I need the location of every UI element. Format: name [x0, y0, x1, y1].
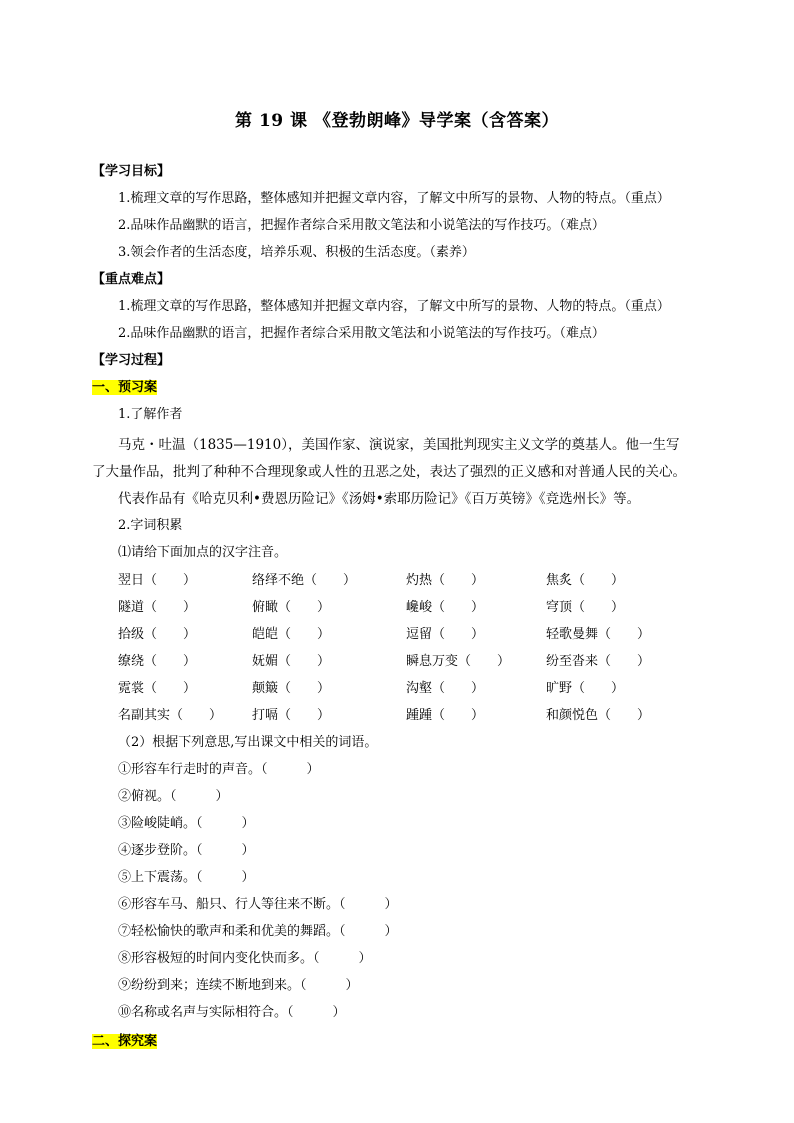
vocab-word: 纷至沓来（ ） — [546, 654, 651, 669]
vocab-word: 隧道（ ） — [118, 600, 197, 615]
key-heading: 【重点难点】 — [92, 272, 171, 287]
vocab-word: 缭绕（ ） — [118, 654, 197, 669]
vocab-word: 名副其实（ ） — [118, 708, 223, 723]
vocab-word: 和颜悦色（ ） — [546, 708, 651, 723]
vocab-word: 霓裳（ ） — [118, 681, 197, 696]
definition-item: ⑩名称或名声与实际相符合。（ ） — [118, 1005, 346, 1020]
vocab-question-1: ⑴请给下面加点的汉字注音。 — [118, 545, 288, 560]
vocab-word: 踵踵（ ） — [406, 708, 485, 723]
author-paragraph-line: 了大量作品，批判了种种不合理现象或人性的丑恶之处，表达了强烈的正义感和对普通人民的关心。 — [92, 464, 686, 480]
vocab-word: 皑皑（ ） — [252, 627, 331, 642]
definition-item: ①形容车行走时的声音。（ ） — [118, 762, 320, 777]
definition-item: ④逐步登阶。（ ） — [118, 843, 255, 858]
vocab-question-2: （2）根据下列意思,写出课文中相关的词语。 — [118, 735, 378, 750]
vocab-word: 轻歌曼舞（ ） — [546, 627, 651, 642]
vocab-word: 络绎不绝（ ） — [252, 573, 357, 588]
vocab-word: 妩媚（ ） — [252, 654, 331, 669]
vocab-word: 旷野（ ） — [546, 681, 625, 696]
goals-heading: 【学习目标】 — [92, 164, 171, 179]
key-item: 2.品味作品幽默的语言，把握作者综合采用散文笔法和小说笔法的写作技巧。（难点） — [118, 326, 605, 341]
vocab-word: 穹顶（ ） — [546, 600, 625, 615]
vocab-word: 焦炙（ ） — [546, 573, 625, 588]
definition-item: ②俯视。（ ） — [118, 789, 229, 804]
section-heading-preview: 一、预习案 — [92, 380, 158, 395]
vocab-word: 灼热（ ） — [406, 573, 485, 588]
definition-item: ⑧形容极短的时间内变化快而多。（ ） — [118, 951, 372, 966]
vocab-word: 瞬息万变（ ） — [406, 654, 511, 669]
vocab-word: 翌日（ ） — [118, 573, 197, 588]
goal-item: 2.品味作品幽默的语言，把握作者综合采用散文笔法和小说笔法的写作技巧。（难点） — [118, 218, 605, 233]
vocab-word: 巉峻（ ） — [406, 600, 485, 615]
definition-item: ⑨纷纷到来；连续不断地到来。（ ） — [118, 978, 359, 993]
goal-item: 1.梳理文章的写作思路，整体感知并把握文章内容，了解文中所写的景物、人物的特点。（重点） — [118, 191, 670, 206]
definition-item: ⑤上下震荡。（ ） — [118, 870, 255, 885]
author-works: 代表作品有《哈克贝利•费恩历险记》《汤姆•索耶历险记》《百万英镑》《竞选州长》等。 — [118, 491, 641, 507]
vocab-word: 颠簸（ ） — [252, 681, 331, 696]
vocab-word: 沟壑（ ） — [406, 681, 485, 696]
key-item: 1.梳理文章的写作思路，整体感知并把握文章内容，了解文中所写的景物、人物的特点。（重点） — [118, 299, 670, 314]
definition-item: ③险峻陡峭。（ ） — [118, 816, 255, 831]
vocab-word: 逗留（ ） — [406, 627, 485, 642]
vocab-word: 拾级（ ） — [118, 627, 197, 642]
author-paragraph-line: 马克・吐温（1835—1910），美国作家、演说家，美国批判现实主义文学的奠基人。他一生写 — [118, 437, 680, 453]
vocab-heading: 2.字词积累 — [118, 518, 183, 533]
definition-item: ⑥形容车马、船只、行人等往来不断。（ ） — [118, 897, 398, 912]
section-heading-explore: 二、探究案 — [92, 1034, 158, 1049]
definition-item: ⑦轻松愉快的歌声和柔和优美的舞蹈。（ ） — [118, 924, 398, 939]
vocab-word: 打嗝（ ） — [252, 708, 331, 723]
process-heading: 【学习过程】 — [92, 353, 171, 368]
vocab-word: 俯瞰（ ） — [252, 600, 331, 615]
author-heading: 1.了解作者 — [118, 407, 183, 422]
page-title: 第 19 课 《登勃朗峰》导学案（含答案） — [235, 111, 559, 131]
goal-item: 3.领会作者的生活态度，培养乐观、积极的生活态度。（素养） — [118, 245, 475, 260]
